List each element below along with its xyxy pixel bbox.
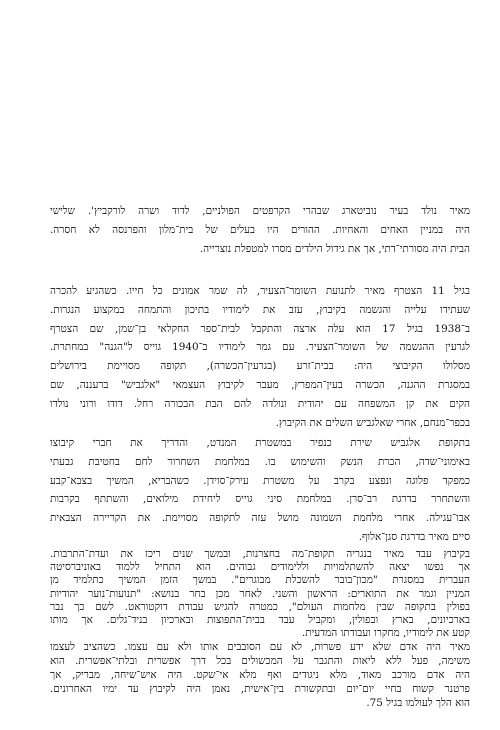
text-line: מאיר נולד בעיר נוביטארג שבהרי הקרפטים הפולניים, לדוד ושרה לורקביץ'. שלישי (50, 205, 470, 217)
paragraph-5 (50, 640, 470, 710)
paragraph-2 (50, 282, 470, 432)
text-line: קטע את לימודיו, מחקרו ועבודתו המדעית. (301, 627, 470, 640)
text-line: והשתחרר בדרגת רב־סרן. במלחמת סיני גוייס ליחידת מילואים, והשתתף בקרבות (50, 493, 470, 506)
text-line: הוא הלך לעולמו בגיל 75. (366, 697, 470, 709)
paragraph-1 (50, 202, 470, 258)
text-line: העברית במסגרת "מכון־בובר להשכלת מבוגרים". במשך הזמן המשיך כתלמיד מן (50, 574, 470, 587)
text-line: ב־1938 בגיל 17 הוא עלה ארצה והתקבל לבית־ספר החקלאי בן־שמן, שם הצטרף (50, 322, 470, 335)
text-line: בגיל 11 הצטרף מאיר לתנועת השומר־הצעיר, לה שמר אמונים כל חייו. כשהגיע להכרה (50, 285, 470, 297)
text-line: הקים את קן המשפחה עם יהודית ונולדה להם הבת הבכורה רחל. דודו ורוני נולדו (50, 397, 470, 410)
text-line: משימה, פעל ללא ליאות והתגבר על המכשולים בכל דרך אפשרית ובלתי־אפשרית. הוא (50, 655, 470, 667)
text-line: בקיבוץ עבד מאיר בנגריה תקופת־מה בחצרנות, ובמשך שנים ריכז את ועדת־התרבות. (50, 548, 470, 560)
text-line: כמפקד פלוגה ונפצע בקרב על משטרת עירק־סוידן. כשהבריא, המשיך בצבא־קבע (50, 474, 470, 487)
paragraph-4 (50, 548, 470, 640)
text-line: לגרעין ההגשמה של השומר־הצעיר. עם גמר לימודיו ב־1940 גוייס ל"הגנה" במחתרת. (50, 341, 470, 354)
paragraph-3 (50, 434, 470, 547)
text-line: בתקופת אלגביש שירת כנפיר במשטרת המנדט, והדריך את חברי קיבוצו (50, 437, 470, 449)
text-line: המניין וגמר את התוארים: הראשון והשני. לאחר מכן בחר בנושא: "תנועות־נוער יהודיות (50, 587, 470, 600)
text-line: פרטנר קשוח בחיי יום־יום ובתקשורת בין־אישית, נאמן היה לקיבוץ עד ימיו האחרונים. (50, 683, 470, 695)
text-line: בפולין בתקופה שבין מלחמות העולם", כמטרה להגיש עבודת דוקטוראט. לשם כך נבר (50, 600, 470, 613)
text-line: אבו־עגילה. אחרי מלחמת השמונה מושל עזה לתקופה מסויימת. את הקריירה הצבאית (50, 512, 470, 525)
text-line: בארכיונים, בארץ ובפולין, ומקביל עבד בבית־התפוצות ובארכיון בניד־גלים. אך מותו (50, 614, 470, 627)
text-line: היה אדם מורכב מאוד, מלא ניגודים ואף מלא אי־שקט. היה איש־שיחה, מבריק, אך (50, 669, 470, 681)
text-line: מאיר היה אדם שלא ידע פשרות, לא עם הסובבים אותו ולא עם עצמו. כשהציב לעצמו (50, 641, 470, 653)
text-line: במסגרת ההגנה, הכשרה בעין־המפרץ, מעבר לקיבוץ העצמאי "אלגביש" ברעננה, שם (50, 378, 470, 391)
text-line: מסלולו הקיבוצי היה: בבית־זרע (בגרעין־הכשרה), תקופה מסויימת בירושלים (50, 360, 470, 373)
text-line: אך נפשו יצאה להשתלמויות וללימודים גבוהים. הוא התחיל ללמוד באוניברסיטה (50, 561, 470, 574)
text-line: בכפר־מנחם, אחרי שאלגביש השלים את הקיבוץ. (275, 416, 470, 429)
text-line: היה במניין האחים והאחיות. ההורים היו בעלים של בית־מלון והפרנסה לא חסרה. (50, 223, 470, 236)
text-line: סיים מאיר בדרגת סגן־אלוף. (358, 530, 470, 543)
text-line: באימוני־שדה, הכרת הנשק והשימוש בו. במלחמת השחרור לחם בחטיבת גבעתי (50, 455, 470, 468)
text-line: שעתידו עלייה והגשמה בקיבוץ, עזב את לימודיו בתיכון והתמחה במקצוע הנגרות. (50, 303, 470, 316)
text-line: הבית היה מסורתי־דתי, אך את גידול הילדים מסרו למטפלת נוצרייה. (199, 242, 470, 255)
